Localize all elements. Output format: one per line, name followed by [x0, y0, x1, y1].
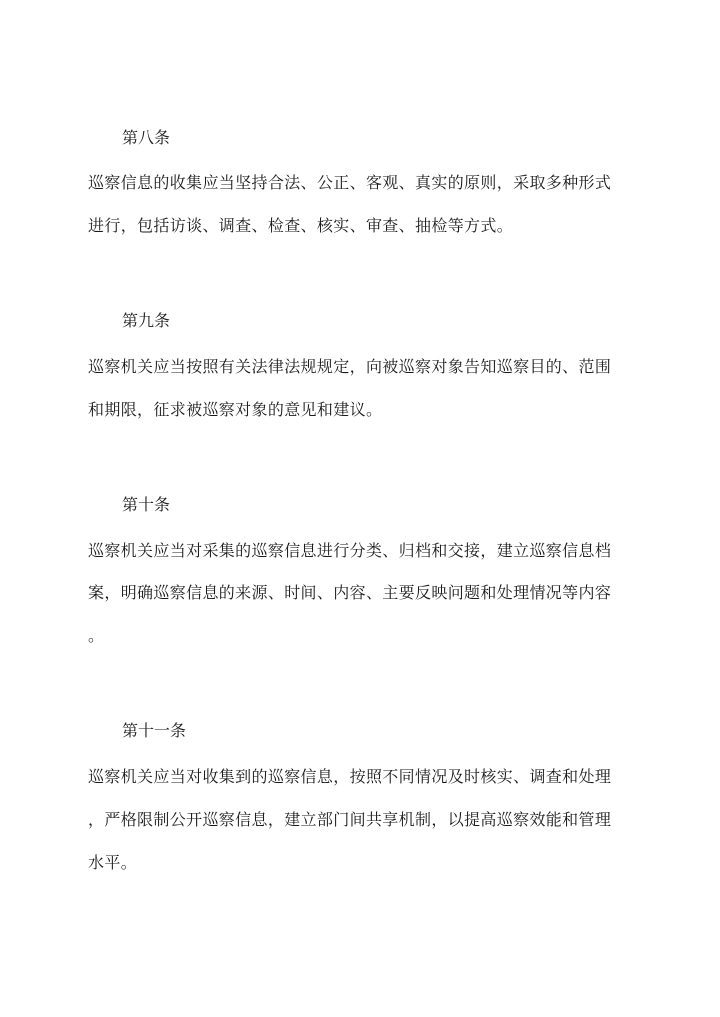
- article-11-line-3: 水平。: [88, 853, 138, 872]
- article-10-line-1: 巡察机关应当对采集的巡察信息进行分类、归档和交接，建立巡察信息档: [88, 541, 612, 560]
- article-10-line-2: 案，明确巡察信息的来源、时间、内容、主要反映问题和处理情况等内容: [88, 583, 612, 602]
- article-8-title: 第八条: [122, 128, 171, 147]
- article-9-line-1: 巡察机关应当按照有关法律法规规定，向被巡察对象告知巡察目的、范围: [88, 357, 612, 376]
- article-10-line-3: 。: [88, 626, 105, 645]
- article-8-line-1: 巡察信息的收集应当坚持合法、公正、客观、真实的原则，采取多种形式: [88, 173, 612, 192]
- article-9-line-2: 和期限，征求被巡察对象的意见和建议。: [88, 400, 383, 419]
- article-11-line-2: ，严格限制公开巡察信息，建立部门间共享机制，以提高巡察效能和管理: [88, 810, 612, 829]
- article-11-title: 第十一条: [122, 721, 187, 740]
- article-9-title: 第九条: [122, 311, 171, 330]
- article-11-line-1: 巡察机关应当对收集到的巡察信息，按照不同情况及时核实、调查和处理: [88, 767, 612, 786]
- article-10-title: 第十条: [122, 495, 171, 514]
- article-8-line-2: 进行，包括访谈、调查、检查、核实、审查、抽检等方式。: [88, 216, 514, 235]
